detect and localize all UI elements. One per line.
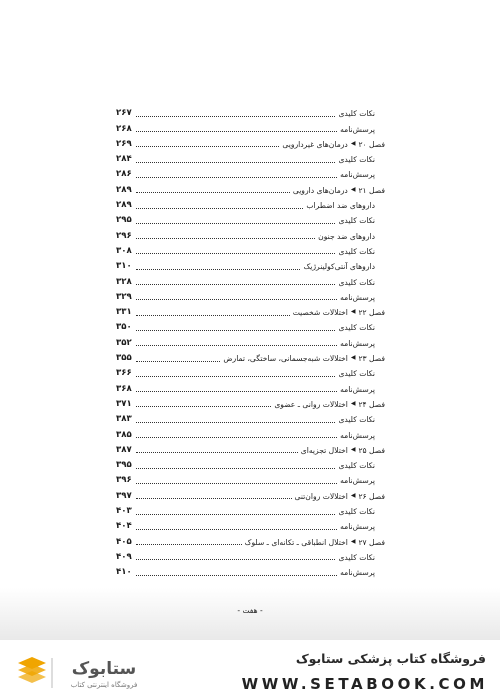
toc-chapter-row[interactable] xyxy=(116,303,385,318)
toc-entry-row[interactable] xyxy=(116,456,385,471)
chapter-number: فصل ۲۵ xyxy=(358,445,385,455)
chapter-number: فصل ۲۰ xyxy=(358,139,385,149)
chapter-title: اختلالات شبه‌جسمانی، ساختگی، تمارض xyxy=(223,354,348,364)
toc-entry-row[interactable] xyxy=(116,548,385,563)
toc-chapter-heading xyxy=(293,185,385,196)
dot-leader xyxy=(136,298,337,300)
toc-entry-title: پرسش‌نامه xyxy=(340,170,375,180)
toc-page-number: ۳۳۱ xyxy=(116,307,132,318)
dot-leader xyxy=(136,130,337,132)
toc-entry-title: پرسش‌نامه xyxy=(340,476,375,486)
chapter-title: اختلالات شخصیت xyxy=(292,308,348,318)
toc-page-number: ۳۰۸ xyxy=(116,245,132,256)
triangle-left-icon: ◀ xyxy=(350,445,356,453)
dot-leader xyxy=(136,207,303,209)
toc-entry-title: پرسش‌نامه xyxy=(340,384,375,394)
toc-page-number: ۴۰۴ xyxy=(116,521,132,532)
toc-page-number: ۲۸۹ xyxy=(116,200,132,211)
toc-chapter-row[interactable] xyxy=(116,180,385,195)
toc-entry-title: پرسش‌نامه xyxy=(340,430,375,440)
logo-wordmark: ستابوک xyxy=(71,659,137,679)
toc-entry-title: نکات کلیدی xyxy=(338,246,375,256)
toc-chapter-heading xyxy=(245,537,385,548)
toc-entry-title: داروهای ضد اضطراب xyxy=(306,201,375,211)
chapter-title: اختلال تجزیه‌ای xyxy=(300,445,348,455)
dot-leader xyxy=(136,161,335,163)
toc-page-number: ۳۵۵ xyxy=(116,353,132,364)
toc-entry-row[interactable] xyxy=(116,425,385,440)
toc-entry-row[interactable] xyxy=(116,211,385,226)
toc-entry-row[interactable] xyxy=(116,333,385,348)
dot-leader xyxy=(136,191,290,193)
toc-entry-title: نکات کلیدی xyxy=(338,507,375,517)
dot-leader xyxy=(136,252,335,254)
dot-leader xyxy=(136,237,315,239)
dot-leader xyxy=(136,574,337,576)
toc-page-number: ۲۹۶ xyxy=(116,230,132,241)
toc-entry-title: نکات کلیدی xyxy=(338,277,375,287)
toc-entry-title: نکات کلیدی xyxy=(338,415,375,425)
dot-leader xyxy=(136,482,337,484)
toc-page-number: ۲۸۴ xyxy=(116,154,132,165)
chapter-title: اختلالات روانی ـ عضوی xyxy=(274,399,348,409)
toc-entry-row[interactable] xyxy=(116,517,385,532)
toc-page-number: ۲۶۷ xyxy=(116,108,132,119)
triangle-left-icon: ◀ xyxy=(350,185,356,193)
dot-leader xyxy=(136,375,335,377)
chapter-number: فصل ۲۷ xyxy=(358,537,385,547)
triangle-left-icon: ◀ xyxy=(350,354,356,362)
toc-chapter-heading xyxy=(223,353,385,364)
shop-url[interactable]: WWW.SETABOOK.COM xyxy=(241,675,488,693)
setabook-logo xyxy=(14,655,154,691)
toc-page-number: ۳۸۷ xyxy=(116,444,132,455)
dot-leader xyxy=(136,344,337,346)
toc-entry-row[interactable] xyxy=(116,272,385,287)
toc-page-number: ۳۹۵ xyxy=(116,460,132,471)
dot-leader xyxy=(136,451,298,453)
toc-entry-row[interactable] xyxy=(116,226,385,241)
dot-leader xyxy=(136,283,335,285)
toc-entry-row[interactable] xyxy=(116,563,385,578)
toc-entry-row[interactable] xyxy=(116,196,385,211)
page-folio: - هفت - xyxy=(237,606,263,615)
toc-page-number: ۳۹۶ xyxy=(116,475,132,486)
toc-page-number: ۳۶۸ xyxy=(116,383,132,394)
toc-entry-title: پرسش‌نامه xyxy=(340,568,375,578)
dot-leader xyxy=(136,268,300,270)
toc-page-number: ۳۹۷ xyxy=(116,490,132,501)
toc-entry-title: داروهای آنتی‌کولینرژیک xyxy=(303,262,375,272)
toc-page-number: ۲۹۵ xyxy=(116,215,132,226)
toc-chapter-row[interactable] xyxy=(116,135,385,150)
toc-entry-row[interactable] xyxy=(116,364,385,379)
toc-entry-row[interactable] xyxy=(116,288,385,303)
toc-chapter-heading xyxy=(274,399,385,410)
toc-page-number: ۲۶۹ xyxy=(116,138,132,149)
toc-entry-title: نکات کلیدی xyxy=(338,155,375,165)
toc-page-number: ۲۶۸ xyxy=(116,123,132,134)
toc-entry-title: نکات کلیدی xyxy=(338,369,375,379)
chapter-number: فصل ۲۳ xyxy=(358,354,385,364)
dot-leader xyxy=(136,115,335,117)
chapter-title: اختلال انطباقی ـ تکانه‌ای ـ سلوک xyxy=(244,537,348,547)
toc-chapter-heading xyxy=(301,445,385,456)
dot-leader xyxy=(136,176,337,178)
dot-leader xyxy=(136,513,335,515)
dot-leader xyxy=(136,543,242,545)
toc-entry-row[interactable] xyxy=(116,150,385,165)
table-of-contents xyxy=(116,104,385,578)
toc-chapter-row[interactable] xyxy=(116,395,385,410)
toc-page-number: ۴۰۵ xyxy=(116,536,132,547)
toc-page-number: ۳۶۶ xyxy=(116,368,132,379)
toc-entry-row[interactable] xyxy=(116,257,385,272)
toc-chapter-row[interactable] xyxy=(116,486,385,501)
dot-leader xyxy=(136,405,271,407)
toc-page-number: ۳۱۰ xyxy=(116,261,132,272)
toc-page-number: ۳۲۸ xyxy=(116,276,132,287)
toc-page-number: ۴۰۹ xyxy=(116,551,132,562)
toc-page-number: ۳۸۵ xyxy=(116,429,132,440)
dot-leader xyxy=(136,436,337,438)
toc-entry-title: نکات کلیدی xyxy=(338,216,375,226)
toc-page-number: ۴۱۰ xyxy=(116,567,132,578)
triangle-left-icon: ◀ xyxy=(350,537,356,545)
toc-entry-title: نکات کلیدی xyxy=(338,323,375,333)
toc-page-number: ۲۸۹ xyxy=(116,184,132,195)
dot-leader xyxy=(136,528,337,530)
logo-tagline: فروشگاه اینترنتی کتاب xyxy=(70,681,138,689)
dot-leader xyxy=(136,390,337,392)
toc-entry-title: پرسش‌نامه xyxy=(340,522,375,532)
toc-entry-title: نکات کلیدی xyxy=(338,461,375,471)
chapter-title: درمان‌های غیردارویی xyxy=(282,139,348,149)
toc-entry-row[interactable] xyxy=(116,165,385,180)
chapter-number: فصل ۲۴ xyxy=(358,399,385,409)
toc-entry-row[interactable] xyxy=(116,410,385,425)
toc-entry-title: پرسش‌نامه xyxy=(340,124,375,134)
toc-chapter-row[interactable] xyxy=(116,441,385,456)
toc-page-number: ۳۲۹ xyxy=(116,291,132,302)
dot-leader xyxy=(136,145,279,147)
triangle-left-icon: ◀ xyxy=(350,491,356,499)
chapter-title: درمان‌های دارویی xyxy=(292,185,348,195)
dot-leader xyxy=(136,314,290,316)
toc-entry-row[interactable] xyxy=(116,242,385,257)
dot-leader xyxy=(136,222,335,224)
toc-entry-row[interactable] xyxy=(116,104,385,119)
chapter-number: فصل ۲۱ xyxy=(358,185,385,195)
toc-entry-title: نکات کلیدی xyxy=(338,552,375,562)
toc-page-number: ۴۰۳ xyxy=(116,506,132,517)
triangle-left-icon: ◀ xyxy=(350,308,356,316)
triangle-left-icon: ◀ xyxy=(350,399,356,407)
dot-leader xyxy=(136,329,335,331)
toc-entry-row[interactable] xyxy=(116,318,385,333)
toc-chapter-heading xyxy=(295,491,385,502)
dot-leader xyxy=(136,421,335,423)
book-stack-icon xyxy=(18,657,46,683)
toc-page-number: ۳۵۰ xyxy=(116,322,132,333)
toc-entry-title: پرسش‌نامه xyxy=(340,292,375,302)
toc-page-number: ۳۸۳ xyxy=(116,414,132,425)
toc-entry-title: نکات کلیدی xyxy=(338,109,375,119)
dot-leader xyxy=(136,360,220,362)
chapter-title: اختلالات روان‌تنی xyxy=(294,491,348,501)
toc-page-number: ۳۵۲ xyxy=(116,337,132,348)
toc-chapter-heading xyxy=(293,307,385,318)
dot-leader xyxy=(136,558,335,560)
toc-entry-title: داروهای ضد جنون xyxy=(318,231,375,241)
toc-page-number: ۲۸۶ xyxy=(116,169,132,180)
toc-entry-row[interactable] xyxy=(116,471,385,486)
toc-entry-row[interactable] xyxy=(116,502,385,517)
toc-chapter-heading xyxy=(282,139,385,150)
toc-entry-row[interactable] xyxy=(116,379,385,394)
toc-chapter-row[interactable] xyxy=(116,349,385,364)
shop-name: فروشگاه کتاب پزشکی ستابوک xyxy=(295,651,486,666)
toc-entry-title: پرسش‌نامه xyxy=(340,338,375,348)
toc-entry-row[interactable] xyxy=(116,119,385,134)
triangle-left-icon: ◀ xyxy=(350,139,356,147)
chapter-number: فصل ۲۶ xyxy=(358,491,385,501)
dot-leader xyxy=(136,497,292,499)
dot-leader xyxy=(136,467,335,469)
toc-chapter-row[interactable] xyxy=(116,532,385,547)
toc-page-number: ۳۷۱ xyxy=(116,398,132,409)
chapter-number: فصل ۲۲ xyxy=(358,308,385,318)
